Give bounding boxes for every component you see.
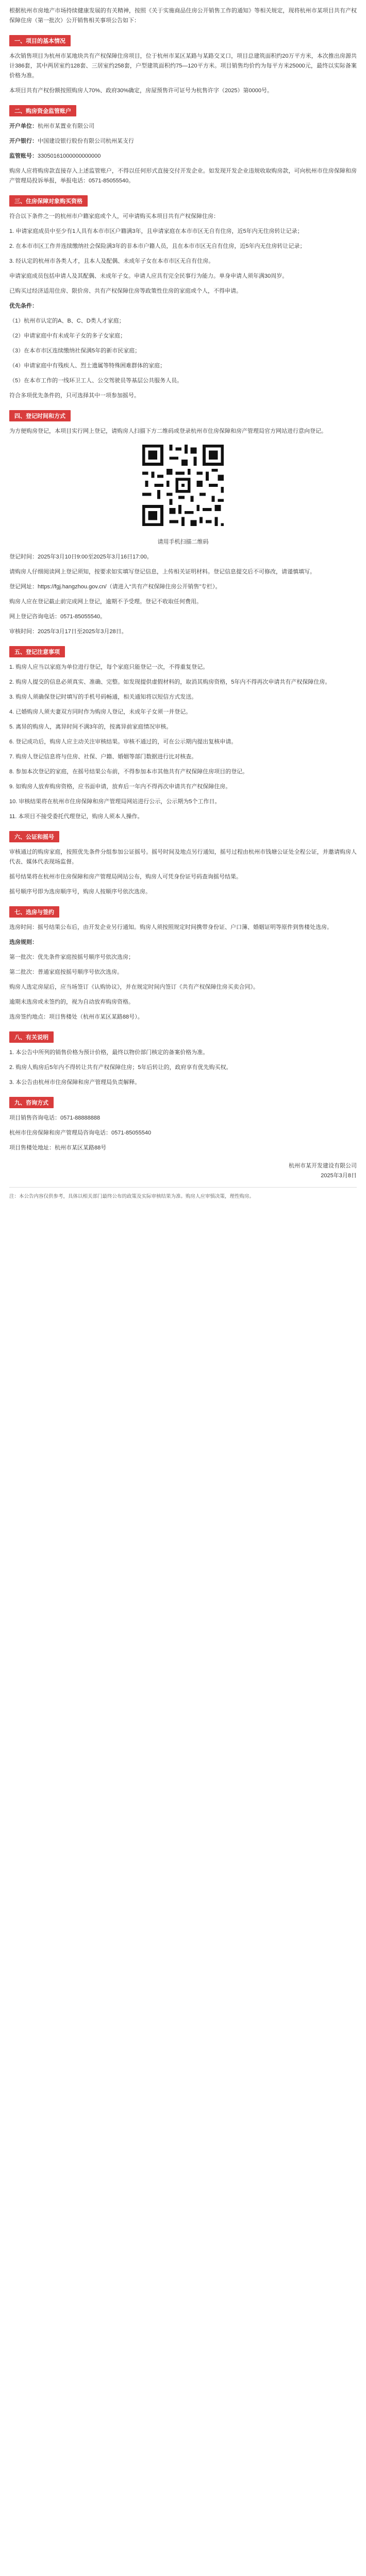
note-item: 6. 登记成功后，购房人应主动关注审核结果。审核不通过的，可在公示期内提出复核申请。 [9, 739, 237, 745]
priority-item: （2）申请家庭中有未成年子女的多子女家庭； [9, 333, 126, 339]
registration-time: 登记时间：2025年3月10日9:00至2025年3月16日17:00。 [9, 554, 153, 560]
qr-code-wrapper [9, 442, 357, 529]
note-item: 5. 离异的购房人，离异时间不满3年的，按离异前家庭情况审核。 [9, 724, 172, 730]
note-item: 1. 购房人应当以家庭为单位进行登记，每个家庭只能登记一次，不得重复登记。 [9, 664, 209, 670]
project-info-paragraph: 本次销售项目为杭州市某地块共有产权保障住房项目，位于杭州市某区某路与某路交叉口，项目总建筑面积约20万平方米，本次推出房源共计386套，其中两居室约128套、三居室约258套，户型建筑面积约75—120平方米。项目销售均价约为每平方米25000元，最终以实际备案价格为准。 [9, 53, 357, 79]
explanation-item: 2. 购房人购房后5年内不得转让共有产权保障住房；5年后转让的，政府享有优先购买权。 [9, 1064, 232, 1071]
section-heading-4: 四、登记时间和方式 [9, 410, 71, 421]
account-bank-value: 中国建设银行股份有限公司杭州某支行 [38, 138, 134, 144]
priority-item: （5）在本市工作的一线环卫工人、公交驾驶员等基层公共服务人员。 [9, 378, 183, 384]
eligibility-item-3: 3. 经认定的杭州市各类人才，且本人及配偶、未成年子女在本市市区无自有住房。 [9, 258, 214, 264]
lottery-paragraph: 摇号顺序号即为选房顺序号，购房人按顺序号依次选房。 [9, 889, 151, 895]
contact-line: 项目售楼处地址：杭州市某区某路88号 [9, 1145, 107, 1151]
selection-paragraph: 选房时间：摇号结果公布后，由开发企业另行通知。购房人须按照规定时间携带身份证、户口簿、婚姻证明等原件到售楼处选房。 [9, 924, 332, 930]
section-heading-7: 七、选房与签约 [9, 906, 59, 918]
contact-line: 项目销售咨询电话：0571-88888888 [9, 1115, 101, 1121]
account-bank-line [9, 137, 357, 146]
note-item: 2. 购房人提交的信息必须真实、准确、完整。如发现提供虚假材料的，取消其购房资格，5年内不得再次申请共有产权保障住房。 [9, 679, 331, 685]
selection-rule: 第一批次：优先条件家庭按摇号顺序号依次选房； [9, 954, 134, 960]
explanation-item: 3. 本公告由杭州市住房保障和房产管理局负责解释。 [9, 1079, 141, 1086]
eligibility-item-2: 2. 在本市市区工作并连续缴纳社会保险满3年的非本市户籍人员，且在本市市区无自有住房，近5年内无住房转让记录； [9, 243, 306, 249]
registration-website[interactable]: 登记网址：https://fgj.hangzhou.gov.cn/（请进入“共有产权保障住房公开销售”专栏）。 [9, 584, 221, 590]
account-number-line [9, 151, 357, 161]
selection-location: 选房签约地点：项目售楼处（杭州市某区某路88号）。 [9, 1014, 143, 1020]
eligibility-family-note: 申请家庭成员包括申请人及其配偶、未成年子女。申请人应具有完全民事行为能力。单身申请人须年满30周岁。 [9, 273, 288, 279]
note-item: 9. 如购房人放弃购房资格，应书面申请，放弃后一年内不得再次申请共有产权保障住房。 [9, 784, 231, 790]
eligibility-item-1: 1. 申请家庭成员中至少有1人具有本市市区户籍满3年，且申请家庭在本市市区无自有住房，近5年内无住房转让记录； [9, 228, 303, 234]
selection-rules-title: 选房规则： [9, 939, 38, 945]
account-number-value: 33050161000000000000 [38, 153, 101, 159]
issuing-organization: 杭州市某开发建设有限公司 [289, 1163, 357, 1169]
qr-code-icon[interactable] [139, 442, 227, 529]
section-heading-6: 六、公证和摇号 [9, 831, 59, 842]
note-item: 10. 审核结果将在杭州市住房保障和房产管理局网站进行公示，公示期为5个工作日。 [9, 799, 221, 805]
note-item: 7. 购房人登记信息将与住房、社保、户籍、婚姻等部门数据进行比对核查。 [9, 754, 197, 760]
lottery-paragraph: 审核通过的购房家庭，按照优先条件分组参加公证摇号。摇号时间及地点另行通知，摇号过程由杭州市钱塘公证处全程公证，并邀请购房人代表、媒体代表现场监督。 [9, 849, 357, 865]
section-heading-1: 一、项目的基本情况 [9, 35, 71, 46]
account-name-line [9, 122, 357, 131]
explanation-item: 1. 本公告中所列的销售价格为预计价格，最终以物价部门核定的备案价格为准。 [9, 1049, 209, 1056]
note-item: 4. 已婚购房人须夫妻双方同时作为购房人登记，未成年子女须一并登记。 [9, 709, 192, 715]
account-note-paragraph: 购房人应将购房款直接存入上述监管账户，不得以任何形式直接交付开发企业。如发现开发企业违规收取购房款，可向杭州市住房保障和房产管理局投诉举报，举报电话：0571-85055540。 [9, 168, 357, 184]
section-heading-5: 五、登记注意事项 [9, 646, 65, 657]
selection-paragraph: 逾期未选房或未签约的，视为自动放弃购房资格。 [9, 999, 134, 1005]
section-heading-2: 二、购房资金监管账户 [9, 105, 76, 116]
eligibility-intro: 符合以下条件之一的杭州市户籍家庭或个人，可申请购买本项目共有产权保障住房： [9, 213, 219, 219]
section-heading-8: 八、有关说明 [9, 1031, 54, 1043]
priority-item: （3）在本市市区连续缴纳社保满5年的新市民家庭； [9, 348, 141, 354]
priority-item: （1）杭州市认定的A、B、C、D类人才家庭； [9, 318, 125, 324]
issue-date: 2025年3月8日 [321, 1173, 357, 1179]
note-item: 8. 参加本次登记的家庭，在摇号结果公布前，不得参加本市其他共有产权保障住房项目的登记。 [9, 769, 248, 775]
registration-phone: 网上登记咨询电话：0571-85055540。 [9, 614, 106, 620]
eligibility-exclusion-note: 已购买过经济适用住房、限价房、共有产权保障住房等政策性住房的家庭或个人，不得申请。 [9, 288, 242, 294]
account-number-label: 监管账号： [9, 153, 38, 159]
selection-rule: 第二批次：普通家庭按摇号顺序号依次选房。 [9, 969, 123, 975]
disclaimer-footnote: 注：本公告内容仅供参考，具体以相关部门最终公布的政策及实际审核结果为准。购房人应审慎决策，理性购房。 [9, 1187, 357, 1201]
priority-note: 符合多项优先条件的，只可选择其中一项参加摇号。 [9, 393, 140, 399]
account-bank-label: 开户银行： [9, 138, 38, 144]
registration-instruction: 请购房人仔细阅读网上登记须知，按要求如实填写登记信息，上传相关证明材料。登记信息提交后不可修改，请谨慎填写。 [9, 569, 315, 575]
priority-item: （4）申请家庭中有残疾人、烈士遗属等特殊困难群体的家庭； [9, 363, 166, 369]
lottery-paragraph: 摇号结果将在杭州市住房保障和房产管理局网站公布，购房人可凭身份证号码查询摇号结果。 [9, 874, 242, 880]
selection-paragraph: 购房人选定房屋后，应当场签订《认购协议》，并在规定时间内签订《共有产权保障住房买卖合同》。 [9, 984, 259, 990]
account-name-label: 开户单位： [9, 123, 38, 129]
section-heading-9: 九、咨询方式 [9, 1097, 54, 1108]
project-info-paragraph-2: 本项目共有产权份额按照购房人70%、政府30%确定，房屋预售许可证号为杭售许字（2025）第0000号。 [9, 88, 273, 94]
registration-intro: 为方便购房登记，本项目实行网上登记，请购房人扫描下方二维码或登录杭州市住房保障和房产管理局官方网站进行意向登记。 [9, 428, 327, 434]
contact-line: 杭州市住房保障和房产管理局咨询电话：0571-85055540 [9, 1130, 152, 1136]
registration-deadline-note: 购房人应在登记截止前完成网上登记，逾期不予受理。登记不收取任何费用。 [9, 599, 202, 605]
intro-paragraph: 根据杭州市房地产市场持续健康发展的有关精神，按照《关于实施商品住房公开销售工作的通知》等相关规定，现将杭州市某项目共有产权保障住房（第一批次）公开销售相关事项公告如下： [9, 8, 357, 24]
priority-title: 优先条件： [9, 303, 38, 309]
note-item: 11. 本项目不接受委托代理登记，购房人须本人操作。 [9, 814, 143, 820]
section-heading-3: 三、住房保障对象购买资格 [9, 195, 88, 207]
qr-caption: 请用手机扫描二维码 [157, 539, 209, 545]
account-name-value: 杭州市某置业有限公司 [38, 123, 94, 129]
review-time: 审核时间：2025年3月17日至2025年3月28日。 [9, 629, 127, 635]
note-item: 3. 购房人须确保登记时填写的手机号码畅通，相关通知将以短信方式发送。 [9, 694, 197, 700]
